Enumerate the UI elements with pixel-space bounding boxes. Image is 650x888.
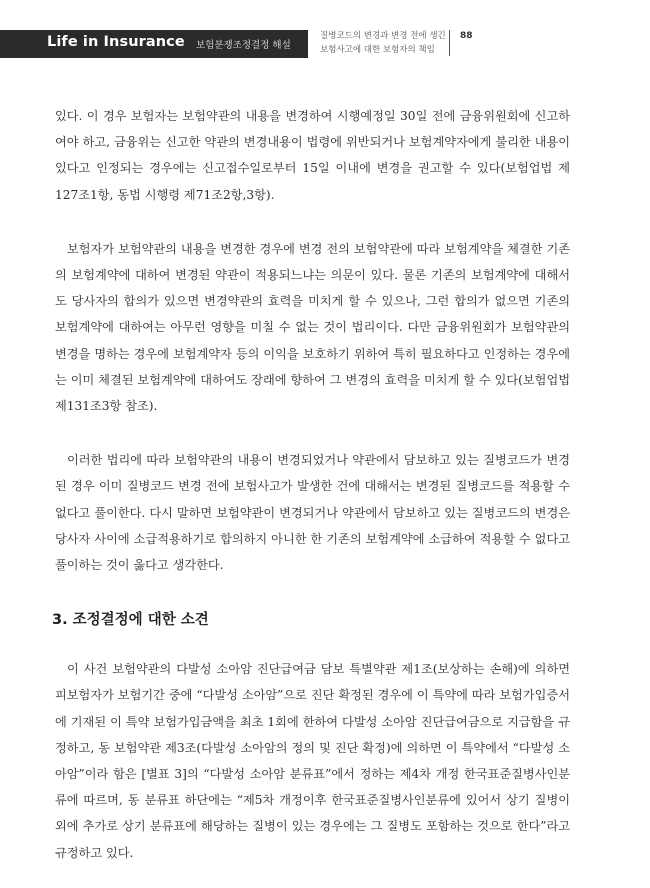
page-header — [0, 0, 650, 62]
chapter-title — [320, 29, 446, 57]
paragraph-3: 이러한 법리에 따라 보험약관의 내용이 변경되었거나 약관에서 담보하고 있는 질병코드가 변경된 경우 이미 질병코드 변경 전에 보험사고가 발생한 건에 대해서는 변경된 질병코드를 적용할 수 없다고 풀이한다. 다시 말하면 보험약관이 변경되거나 약관에서 담보하고 있는 질병코드의 변경은 당사자 사이에 소급적용하기로 합의하지 아니한 한 기존의 보험계약에 소급하여 적용할 수 없다고 풀이하는 것이 옳다고 생각한다. — [55, 453, 570, 573]
chapter-title-line-2: 보험사고에 대한 보험자의 책임 — [320, 45, 435, 55]
header-divider — [449, 30, 450, 56]
document-body — [52, 103, 570, 866]
section-heading: 3. 조정결정에 대한 소견 — [52, 612, 209, 629]
series-title: 보험분쟁조정결정 해설 — [196, 40, 291, 51]
chapter-title-line-1: 질병코드의 변경과 변경 전에 생긴 — [320, 31, 446, 41]
publication-title: Life in Insurance — [47, 34, 185, 50]
paragraph-2: 보험자가 보험약관의 내용을 변경한 경우에 변경 전의 보험약관에 따라 보험계약을 체결한 기존의 보험계약에 대하여 변경된 약관이 적용되느냐는 의문이 있다. 물론 기존의 보험계약에 대해서도 당사자의 합의가 있으면 변경약관의 효력을 미치게 할 수 있으나, 그런 합의가 없으면 기존의 보험계약에 대하여는 아무런 영향을 미칠 수 없는 것이 법리이다. 다만 금융위원회가 보험약관의 변경을 명하는 경우에 보험계약자 등의 이익을 보호하기 위하여 특히 필요하다고 인정하는 경우에는 이미 체결된 보험계약에 대하여도 장래에 향하여 그 변경의 효력을 미치게 할 수 있다(보험업법 제131조3항 참조). — [55, 241, 570, 414]
paragraph-1: 있다. 이 경우 보험자는 보험약관의 내용을 변경하여 시행예정일 30일 전에 금융위원회에 신고하여야 하고, 금융위는 신고한 약관의 변경내용이 법령에 위반되거나 보험계약자에게 불리한 내용이 있다고 인정되는 경우에는 신고접수일로부터 15일 이내에 변경을 권고할 수 있다(보험업법 제127조1항, 동법 시행령 제71조2항,3항). — [55, 109, 570, 202]
paragraph-4: 이 사건 보험약관의 다발성 소아암 진단급여금 담보 특별약관 제1조(보상하는 손해)에 의하면 피보험자가 보험기간 중에 “다발성 소아암”으로 진단 확정된 경우에 이 특약에 따라 보험가입증서에 기재된 이 특약 보험가입금액을 최초 1회에 한하여 다발성 소아암 진단급여금으로 지급함을 규정하고, 동 보험약관 제3조(다발성 소아암의 정의 및 진단 확정)에 의하면 이 특약에서 “다발성 소아암”이라 함은 [별표 3]의 “다발성 소아암 분류표”에서 정하는 제4차 개정 한국표준질병사인분류에 따르며, 동 분류표 하단에는 “제5차 개정이후 한국표준질병사인분류에 있어서 상기 질병이외에 추가로 상기 분류표에 해당하는 질병이 있는 경우에는 그 질병도 포함하는 것으로 한다”라고 규정하고 있다. — [55, 662, 570, 860]
page-number: 88 — [460, 31, 473, 41]
